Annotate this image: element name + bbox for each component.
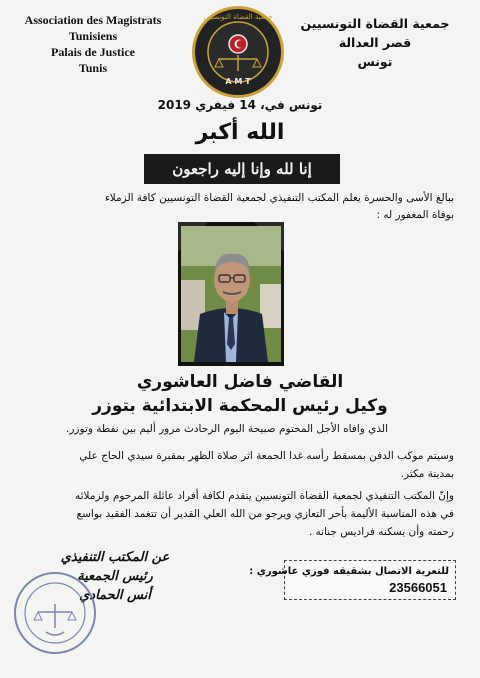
contact-phone: 23566051: [389, 580, 447, 595]
association-logo: [192, 6, 284, 98]
arabic-header-line: جمعية القضاة التونسيين: [300, 16, 450, 31]
body-line: الذي وافاه الأجل المحتوم صبيحة اليوم الرحادث مرور أليم بين نفطة وتوزر.: [66, 423, 388, 435]
arabic-header-line: قصر العدالة: [338, 35, 412, 50]
signature-line: رئيس الجمعية: [77, 569, 153, 584]
french-header-line: Association des Magistrats: [24, 13, 162, 27]
body-line: في هذه المناسبة الأليمة بأحر التعازي ويرجو من الله العلي القدير أن تتغمد الفقيد بواسع: [76, 508, 454, 520]
verse-banner: إنا لله وإنا إليه راجعون: [144, 154, 340, 184]
deceased-title: وكيل رئيس المحكمة الابتدائية بتوزر: [92, 396, 388, 416]
intro-line: بوفاة المغفور له :: [376, 209, 454, 221]
french-header-line: Tunis: [78, 61, 108, 75]
contact-box: [249, 560, 456, 600]
body-line: وإنّ المكتب التنفيذي لجمعية القضاة التونسيين يتقدم لكافة أفراد عائلة المرحوم ولزملائه: [75, 490, 454, 502]
french-header: [18, 12, 168, 76]
body-line: وسيتم موكب الدفن بمسقط رأسه غدا الجمعة اثر صلاة الظهر بمقبرة سيدي الحاج علي: [79, 450, 454, 462]
intro-line: ببالغ الأسى والحسرة يعلم المكتب التنفيذي لجمعية القضاة التونسيين كافة الزملاء: [104, 192, 454, 204]
contact-label: للتعزية الاتصال بشقيقه فوزي عاشوري :: [249, 566, 449, 577]
signature-line: عن المكتب التنفيذي: [60, 550, 170, 565]
logo-ring-text: جمعية القضاة التونسيين: [203, 13, 273, 21]
arabic-header: [290, 14, 460, 71]
body-line: رحمته وأن يسكنه فراديس جنانه .: [308, 526, 454, 538]
arabic-header-line: تونس: [357, 54, 393, 69]
allahu-akbar-heading: الله أكبر: [195, 120, 285, 145]
portrait-photo: [178, 222, 284, 366]
deceased-name: القاضي فاضل العاشوري: [136, 372, 344, 392]
date-line: تونس في، 14 فيفري 2019: [157, 98, 323, 112]
body-line: بمدينة مكثر.: [400, 468, 454, 480]
intro-text: [34, 190, 454, 224]
signature-line: أنس الحمادي: [79, 588, 151, 603]
french-header-line: Tunisiens: [68, 29, 118, 43]
logo-initials: A M T: [225, 77, 251, 86]
french-header-line: Palais de Justice: [51, 45, 135, 59]
association-stamp: [14, 572, 96, 654]
